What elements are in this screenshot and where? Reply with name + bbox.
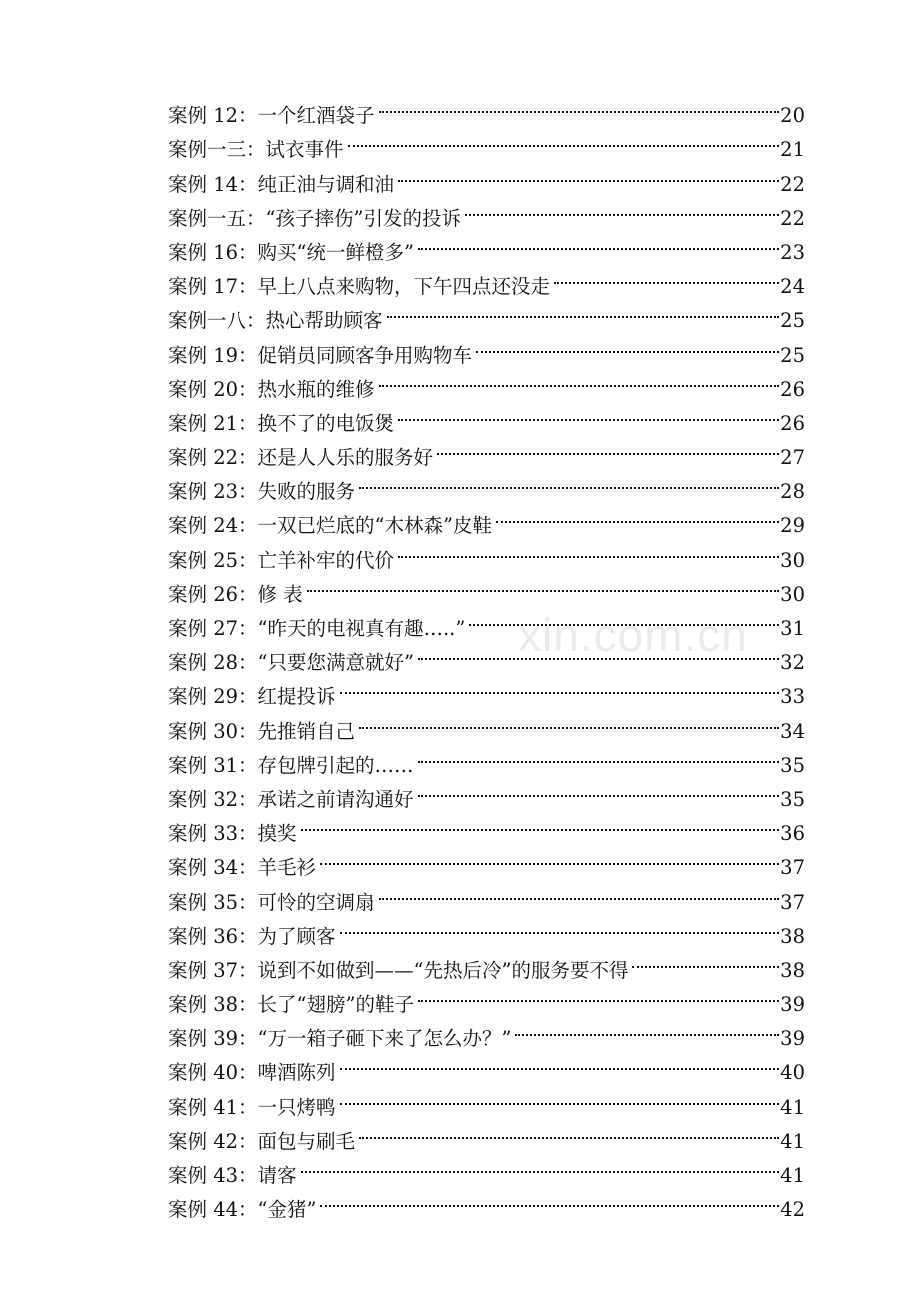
dot-leader (307, 567, 779, 601)
toc-entry-page: 23 (780, 240, 805, 264)
dot-leader (398, 396, 779, 430)
toc-entry-title: 案例 19：促销员同顾客争用购物车 (168, 343, 473, 367)
dot-leader (398, 156, 779, 190)
dot-leader (496, 498, 779, 532)
toc-entry-title: 案例 34：羊毛衫 (168, 856, 317, 880)
toc-entry-page: 29 (780, 514, 805, 538)
toc-entry-page: 30 (780, 548, 805, 572)
toc-entry-title: 案例 17：早上八点来购物，下午四点还没走 (168, 275, 551, 299)
toc-entry-title: 案例 36：为了顾客 (168, 924, 336, 948)
toc-entry-title: 案例 16：购买“统一鲜橙多” (168, 240, 414, 264)
toc-entry-page: 41 (780, 1129, 805, 1153)
dot-leader (320, 1182, 779, 1216)
toc-entry-page: 35 (780, 787, 805, 811)
dot-leader (301, 1148, 780, 1182)
toc-entry[interactable] (168, 88, 805, 128)
toc-entry-page: 26 (780, 377, 805, 401)
toc-entry-page: 34 (780, 719, 805, 743)
watermark: xin.com.cn (518, 609, 748, 661)
dot-leader (554, 259, 779, 293)
dot-leader (465, 191, 779, 225)
toc-entry-page: 35 (780, 753, 805, 777)
toc-entry-title: 案例 31：存包牌引起的…… (168, 753, 414, 777)
toc-entry-title: 案例 30：先推销自己 (168, 719, 356, 743)
toc-entry-title: 案例 21：换不了的电饭煲 (168, 411, 395, 435)
toc-entry-page: 38 (780, 958, 805, 982)
toc-entry-page: 26 (780, 411, 805, 435)
dot-leader (632, 943, 779, 977)
dot-leader (359, 703, 779, 737)
toc-entry-title: 案例 22：还是人人乐的服务好 (168, 446, 434, 470)
toc-entry-title: 案例 26：修 表 (168, 582, 303, 606)
toc-entry-title: 案例一三：试衣事件 (168, 138, 344, 162)
toc-entry-page: 42 (780, 1198, 805, 1222)
toc-entry-title: 案例 41：一只烤鸭 (168, 1095, 336, 1119)
toc-entry-title: 案例 20：热水瓶的维修 (168, 377, 375, 401)
toc-entry-page: 22 (780, 206, 805, 230)
dot-leader (515, 1011, 779, 1045)
toc-entry-title: 案例一八：热心帮助顾客 (168, 309, 383, 333)
toc-entry-title: 案例 44：“金猪” (168, 1198, 317, 1222)
toc-entry-title: 案例 23：失败的服务 (168, 480, 356, 504)
toc-entry-page: 22 (780, 172, 805, 196)
dot-leader (348, 122, 780, 156)
toc-entry-page: 38 (780, 924, 805, 948)
toc-entry-page: 20 (780, 104, 805, 128)
dot-leader (418, 772, 780, 806)
dot-leader (301, 806, 780, 840)
toc-entry-title: 案例 28：“只要您满意就好” (168, 651, 414, 675)
toc-entry-page: 33 (780, 685, 805, 709)
toc-entry-title: 案例一五：“孩子摔伤”引发的投诉 (168, 206, 461, 230)
dot-leader (379, 874, 780, 908)
dot-leader (387, 293, 780, 327)
toc-entry-title: 案例 29：红提投诉 (168, 685, 336, 709)
dot-leader (476, 327, 779, 361)
dot-leader (418, 635, 779, 669)
toc-entry-title: 案例 37：说到不如做到——“先热后冷”的服务要不得 (168, 958, 629, 982)
toc-entry-title: 案例 43：请客 (168, 1164, 297, 1187)
toc-entry-title: 案例 38：长了“翅膀”的鞋子 (168, 993, 414, 1017)
dot-leader (340, 669, 780, 703)
dot-leader (418, 738, 780, 772)
toc-entry-page: 36 (780, 822, 805, 846)
toc-entry-page: 21 (780, 138, 805, 162)
dot-leader (359, 1114, 779, 1148)
dot-leader (437, 430, 779, 464)
toc-entry-title: 案例 42：面包与刷毛 (168, 1129, 356, 1153)
toc-entry-title: 案例 12：一个红酒袋子 (168, 104, 375, 128)
toc-entry-page: 39 (780, 993, 805, 1017)
toc-entry-title: 案例 40：啤酒陈列 (168, 1061, 336, 1085)
dot-leader (340, 1045, 780, 1079)
dot-leader (359, 464, 779, 498)
toc-entry-page: 32 (780, 651, 805, 675)
toc-entry-page: 27 (780, 446, 805, 470)
toc-entry-title: 案例 27：“昨天的电视真有趣…..” (168, 617, 466, 640)
toc-entry-page: 40 (780, 1061, 805, 1085)
toc-entry-title: 案例 35：可怜的空调扇 (168, 890, 375, 914)
toc-entry-title: 案例 39：“万一箱子砸下来了怎么办？” (168, 1027, 512, 1051)
toc-entry-page: 39 (780, 1027, 805, 1051)
toc-entry-title: 案例 33：摸奖 (168, 822, 297, 846)
toc-entry-title: 案例 25：亡羊补牢的代价 (168, 548, 395, 572)
dot-leader (379, 88, 780, 122)
dot-leader (418, 977, 779, 1011)
toc-entry-page: 25 (780, 309, 805, 333)
dot-leader (340, 1079, 780, 1113)
toc-entry-title: 案例 24：一双已烂底的“木林森”皮鞋 (168, 514, 492, 538)
toc-entry-page: 28 (780, 480, 805, 504)
dot-leader (320, 840, 779, 874)
toc-entry-title: 案例 32：承诺之前请沟通好 (168, 787, 414, 811)
toc-entry-page: 31 (780, 617, 805, 640)
toc-entry-title: 案例 14：纯正油与调和油 (168, 172, 395, 196)
table-of-contents (168, 88, 805, 1222)
toc-entry-page: 30 (780, 582, 805, 606)
dot-leader (418, 225, 779, 259)
dot-leader (398, 532, 779, 566)
toc-entry-page: 37 (780, 890, 805, 914)
toc-entry-page: 41 (780, 1164, 805, 1187)
toc-entry-page: 24 (780, 275, 805, 299)
dot-leader (340, 909, 780, 943)
toc-entry-page: 41 (780, 1095, 805, 1119)
toc-entry-page: 37 (780, 856, 805, 880)
dot-leader (379, 362, 780, 396)
toc-entry-page: 25 (780, 343, 805, 367)
dot-leader (469, 601, 779, 635)
